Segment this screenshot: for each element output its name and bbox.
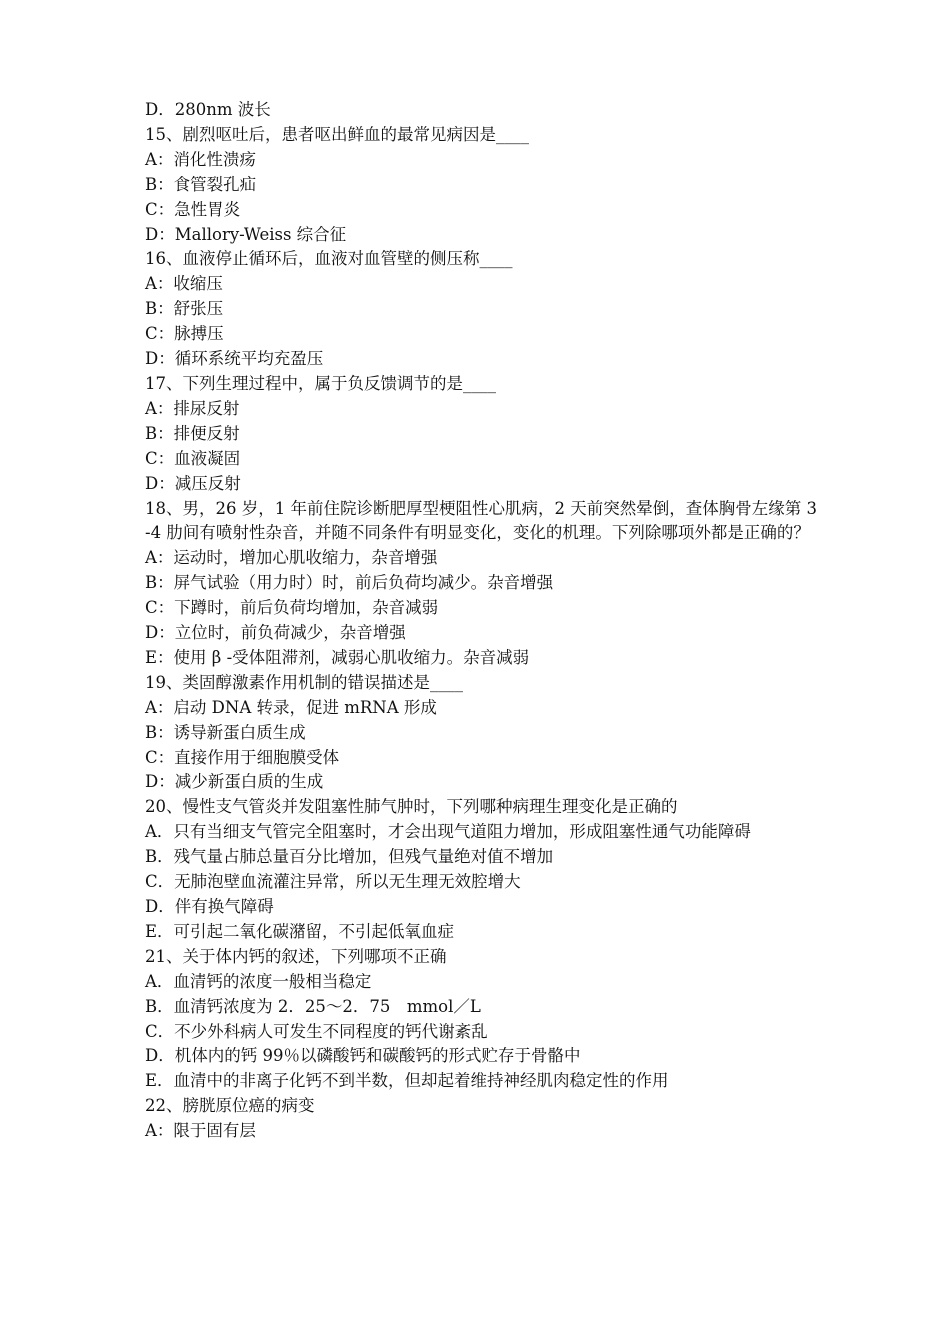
option-line: B：诱导新蛋白质生成: [145, 722, 306, 742]
option-line: C．无肺泡壁血流灌注异常，所以无生理无效腔增大: [145, 872, 521, 892]
question-16: 16、血液停止循环后，血液对血管壁的侧压称____: [145, 249, 513, 269]
option-line: B．残气量占肺总量百分比增加，但残气量绝对值不增加: [145, 847, 554, 867]
option-line: A．只有当细支气管完全阻塞时，才会出现气道阻力增加，形成阻塞性通气功能障碍: [145, 822, 751, 842]
option-line: A：启动 DNA 转录，促进 mRNA 形成: [145, 697, 437, 717]
option-line: D．伴有换气障碍: [145, 897, 274, 916]
option-line: D：减压反射: [145, 473, 241, 493]
option-line: C：血液凝固: [145, 448, 241, 468]
question-17: 17、下列生理过程中，属于负反馈调节的是____: [145, 373, 496, 393]
option-line: C：下蹲时，前后负荷均增加，杂音减弱: [145, 598, 439, 618]
option-line: A：消化性溃疡: [145, 149, 256, 169]
option-line: B．血清钙浓度为 2．25～2．75 mmol／L: [145, 996, 481, 1016]
question-18: 18、男，26 岁，1 年前住院诊断肥厚型梗阻性心肌病，2 天前突然晕倒，查体胸骨左缘第 3-4 肋间有喷射性杂音，并随不同条件有明显变化，变化的机理。下列除哪项外都是正确的？: [145, 498, 817, 543]
option-line: A：限于固有层: [145, 1121, 256, 1141]
option-line: B：排便反射: [145, 423, 240, 443]
option-line: D．280nm 波长: [145, 100, 271, 119]
option-line: D．机体内的钙 99％以磷酸钙和碳酸钙的形式贮存于骨骼中: [145, 1046, 581, 1066]
option-line: B：舒张压: [145, 299, 224, 319]
option-line: E．可引起二氧化碳潴留，不引起低氧血症: [145, 921, 455, 941]
option-line: E．血清中的非离子化钙不到半数，但却起着维持神经肌肉稳定性的作用: [145, 1071, 669, 1091]
option-line: C．不少外科病人可发生不同程度的钙代谢紊乱: [145, 1021, 488, 1041]
option-line: A：运动时，增加心肌收缩力，杂音增强: [145, 548, 438, 568]
document-page: [145, 98, 817, 1144]
option-line: C：脉搏压: [145, 324, 224, 344]
question-22: 22、膀胱原位癌的病变: [145, 1096, 315, 1116]
option-line: E：使用 β -受体阻滞剂，减弱心肌收缩力。杂音减弱: [145, 647, 530, 667]
option-line: C：急性胃炎: [145, 199, 241, 219]
question-19: 19、类固醇激素作用机制的错误描述是____: [145, 672, 463, 692]
option-line: D：循环系统平均充盈压: [145, 349, 324, 369]
option-line: B：食管裂孔疝: [145, 174, 257, 194]
option-line: D：减少新蛋白质的生成: [145, 772, 324, 792]
question-21: 21、关于体内钙的叙述，下列哪项不正确: [145, 946, 447, 966]
option-line: D：Mallory-Weiss 综合征: [145, 224, 347, 244]
option-line: D：立位时，前负荷减少，杂音增强: [145, 623, 406, 643]
option-line: A．血清钙的浓度一般相当稳定: [145, 971, 372, 991]
option-line: B：屏气试验（用力时）时，前后负荷均减少。杂音增强: [145, 573, 554, 593]
question-20: 20、慢性支气管炎并发阻塞性肺气肿时，下列哪种病理生理变化是正确的: [145, 797, 678, 817]
option-line: A：排尿反射: [145, 398, 240, 418]
question-15: 15、剧烈呕吐后，患者呕出鲜血的最常见病因是____: [145, 124, 529, 144]
option-line: A：收缩压: [145, 274, 223, 294]
option-line: C：直接作用于细胞膜受体: [145, 747, 340, 767]
